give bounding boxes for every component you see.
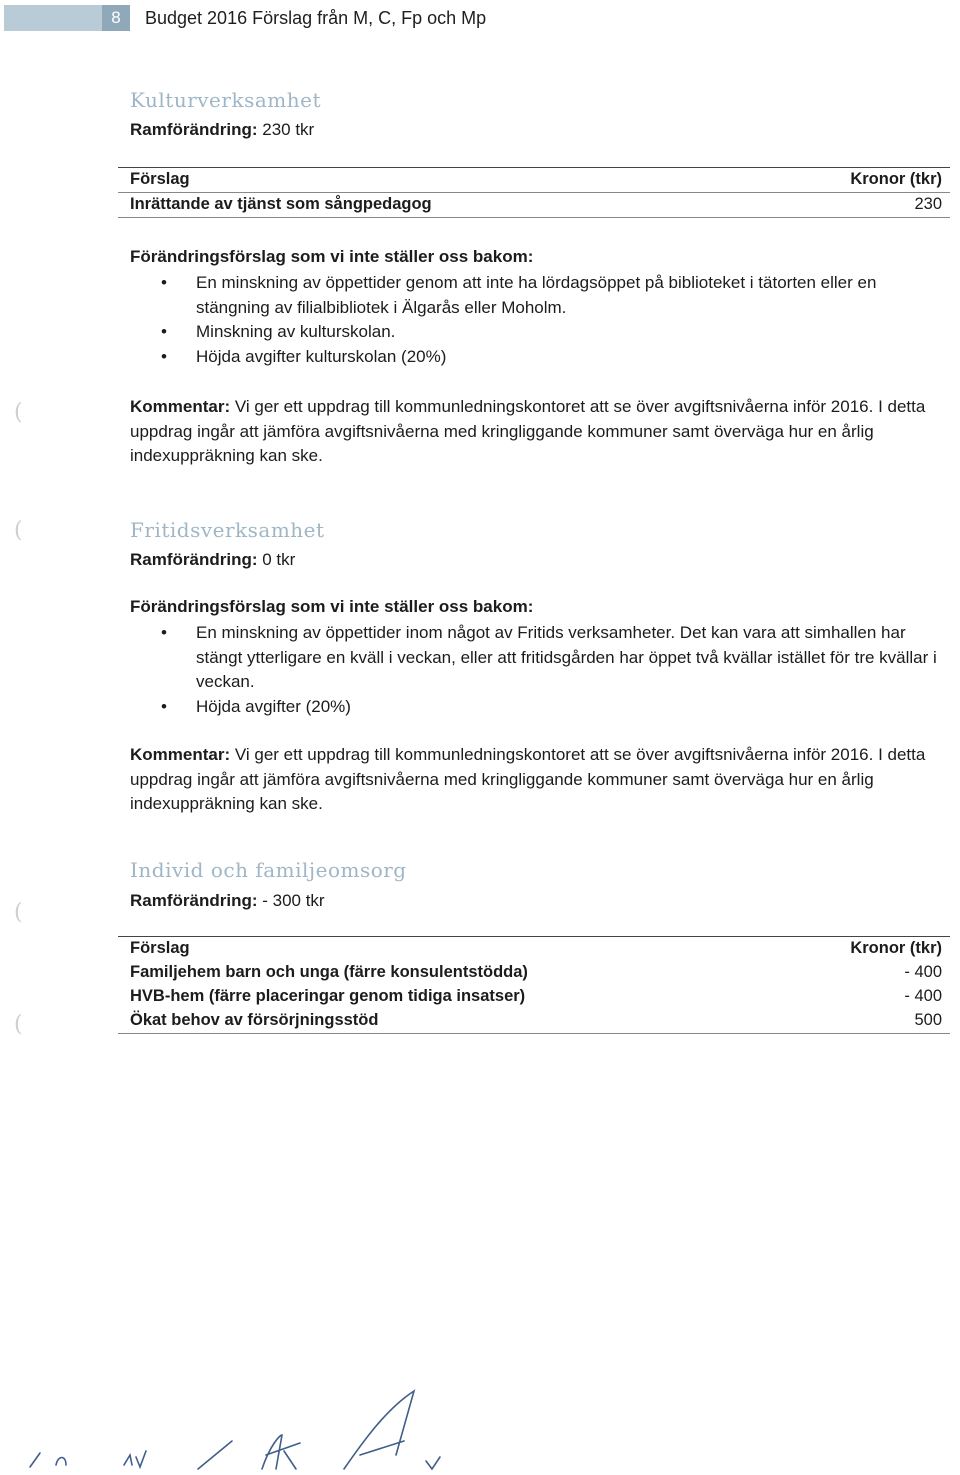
margin-mark: (	[14, 1012, 23, 1037]
margin-mark: (	[14, 900, 23, 925]
ram-value: 0 tkr	[262, 550, 296, 569]
margin-mark: (	[14, 518, 23, 543]
table-header-row	[118, 168, 950, 193]
bullet-list-fritid	[158, 621, 948, 719]
comment-kultur	[130, 395, 945, 469]
list-item: • En minskning av öppettider inom något av Fritids verksamheter. Det kan vara att simhallen har stängt ytterligare en kväll i veckan, eller att fritidsgården har öppet två kvällar istället för tre kvällar i veckan.	[161, 623, 937, 691]
margin-mark: (	[14, 400, 23, 425]
table-row	[118, 961, 950, 985]
ram-change-fritid	[130, 550, 295, 570]
comment-fritid	[130, 743, 945, 817]
col-kronor: Kronor (tkr)	[850, 170, 942, 188]
table-header-row	[118, 937, 950, 961]
col-forslag: Förslag	[130, 939, 190, 957]
comment-text: Vi ger ett uppdrag till kommunledningskontoret att se över avgiftsnivåerna inför 2016. I detta uppdrag ingår att jämföra avgiftsnivåerna med kringliggande kommuner samt överväga hur en årlig indexuppräkning kan ske.	[130, 745, 926, 813]
table-row	[118, 985, 950, 1009]
row-label: Ökat behov av försörjningsstöd	[130, 1011, 379, 1029]
comment-label: Kommentar:	[130, 745, 231, 764]
row-value: 500	[914, 1011, 942, 1029]
ram-label: Ramförändring:	[130, 120, 258, 139]
list-item: • Minskning av kulturskolan.	[161, 322, 396, 341]
handwritten-initials	[0, 1385, 960, 1475]
row-label: HVB-hem (färre placeringar genom tidiga insatser)	[130, 987, 526, 1005]
ram-value: 230 tkr	[262, 120, 315, 139]
list-item: • En minskning av öppettider genom att inte ha lördagsöppet på biblioteket i tätorten eller en stängning av filialbibliotek i Älgarås eller Moholm.	[161, 273, 877, 317]
changes-heading-fritid: Förändringsförslag som vi inte ställer oss bakom:	[130, 597, 534, 616]
section-heading-ifo: Individ och familjeomsorg	[130, 858, 407, 882]
comment-text: Vi ger ett uppdrag till kommunledningskontoret att se över avgiftsnivåerna inför 2016. I detta uppdrag ingår att jämföra avgiftsnivåerna med kringliggande kommuner samt överväga hur en årlig indexuppräkning kan ske.	[130, 397, 926, 465]
comment-label: Kommentar:	[130, 397, 231, 416]
changes-heading-kultur: Förändringsförslag som vi inte ställer oss bakom:	[130, 247, 534, 266]
row-value: - 400	[904, 963, 942, 981]
proposal-table-ifo	[118, 936, 950, 1034]
table-row	[118, 1009, 950, 1034]
ram-label: Ramförändring:	[130, 550, 258, 569]
table-row	[118, 193, 950, 218]
col-kronor: Kronor (tkr)	[850, 939, 942, 957]
row-label: Familjehem barn och unga (färre konsulentstödda)	[130, 963, 528, 981]
ram-change-kultur	[130, 120, 314, 140]
proposal-table-kultur	[118, 167, 950, 218]
section-heading-fritid: Fritidsverksamhet	[130, 518, 325, 542]
bullet-list-kultur	[158, 271, 948, 369]
ram-change-ifo	[130, 891, 325, 911]
row-value: - 400	[904, 987, 942, 1005]
document-title: Budget 2016 Förslag från M, C, Fp och Mp	[145, 8, 487, 28]
ram-label: Ramförändring:	[130, 891, 258, 910]
row-label: Inrättande av tjänst som sångpedagog	[130, 195, 432, 213]
ram-value: - 300 tkr	[262, 891, 325, 910]
page-number-tab	[4, 5, 130, 31]
list-item: • Höjda avgifter (20%)	[161, 696, 351, 716]
col-forslag: Förslag	[130, 170, 190, 188]
row-value: 230	[914, 195, 942, 213]
section-heading-kultur: Kulturverksamhet	[130, 88, 321, 112]
page-number: 8	[102, 5, 130, 31]
list-item: • Höjda avgifter kulturskolan (20%)	[161, 346, 447, 366]
